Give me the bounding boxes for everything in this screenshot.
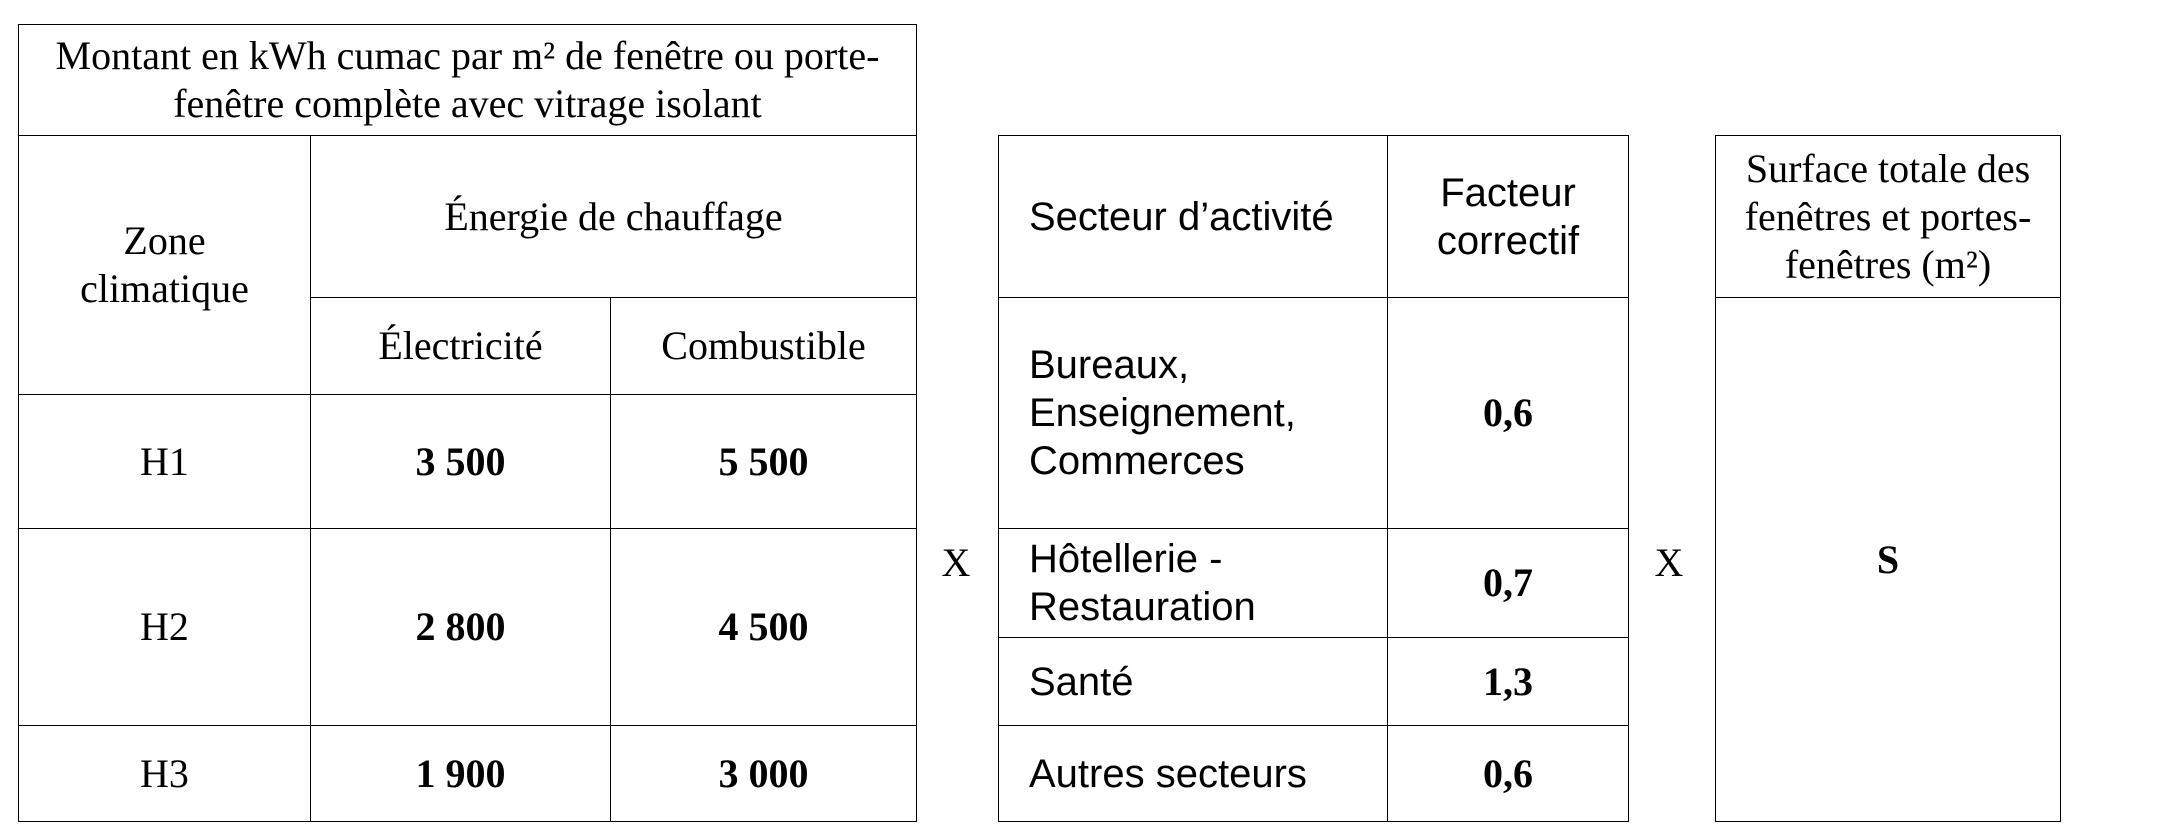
zone-climatique-header	[18, 135, 311, 395]
energie-chauffage-label: Énergie de chauffage	[444, 193, 783, 239]
combustible-value: 3 000	[718, 750, 809, 796]
zone-value: H2	[140, 604, 189, 649]
combustible-cell	[610, 528, 917, 726]
electricite-label: Électricité	[378, 323, 543, 368]
electricite-cell	[310, 394, 611, 529]
secteur-value: Santé	[1029, 659, 1134, 704]
secteur-cell	[998, 297, 1388, 529]
combustible-cell	[610, 394, 917, 529]
electricite-value: 1 900	[415, 750, 506, 796]
facteur-value: 1,3	[1483, 658, 1533, 704]
zone-value: H3	[140, 750, 189, 796]
combustible-value: 5 500	[718, 438, 809, 484]
zone-cell	[18, 394, 311, 529]
table1-header-text: Montant en kWh cumac par m² de fenêtre ou porte-fenêtre complète avec vitrage isolant	[55, 33, 880, 126]
multiply-operator-text: X	[941, 540, 971, 585]
facteur-cell	[1387, 297, 1629, 529]
electricite-cell	[310, 725, 611, 822]
zone-value: H1	[140, 438, 189, 484]
table1-header	[18, 24, 917, 136]
electricite-value: 2 800	[415, 604, 506, 649]
secteur-value: Hôtellerie - Restauration	[1029, 537, 1256, 629]
secteur-value: Autres secteurs	[1029, 751, 1307, 796]
multiply-operator-text: X	[1654, 540, 1684, 585]
multiply-operator-2	[1639, 538, 1699, 588]
secteur-activite-header	[998, 135, 1388, 298]
electricite-cell	[310, 528, 611, 726]
combustible-label: Combustible	[661, 323, 866, 368]
secteur-cell	[998, 637, 1388, 726]
combustible-value: 4 500	[718, 604, 809, 649]
secteur-cell	[998, 725, 1388, 822]
facteur-value: 0,6	[1483, 390, 1533, 435]
secteur-cell	[998, 528, 1388, 638]
facteur-value: 0,6	[1483, 750, 1533, 796]
secteur-activite-label: Secteur d’activité	[1029, 194, 1334, 239]
electricite-value: 3 500	[415, 438, 506, 484]
facteur-cell	[1387, 725, 1629, 822]
surface-value-cell	[1715, 297, 2061, 822]
facteur-correctif-header	[1387, 135, 1629, 298]
combustible-header	[610, 297, 917, 395]
surface-totale-label: Surface totale des fenêtres et portes-fenêtres (m²)	[1744, 145, 2032, 287]
facteur-cell	[1387, 528, 1629, 638]
zone-cell	[18, 725, 311, 822]
surface-value: S	[1876, 536, 1900, 582]
facteur-cell	[1387, 637, 1629, 726]
electricite-header	[310, 297, 611, 395]
zone-climatique-label: Zone climatique	[80, 218, 249, 311]
facteur-correctif-label: Facteur correctif	[1436, 170, 1580, 263]
zone-cell	[18, 528, 311, 726]
multiply-operator-1	[926, 538, 986, 588]
facteur-value: 0,7	[1483, 560, 1533, 605]
energie-chauffage-header	[310, 135, 917, 298]
secteur-value: Bureaux, Enseignement, Commerces	[1029, 343, 1296, 483]
combustible-cell	[610, 725, 917, 822]
surface-totale-header	[1715, 135, 2061, 298]
